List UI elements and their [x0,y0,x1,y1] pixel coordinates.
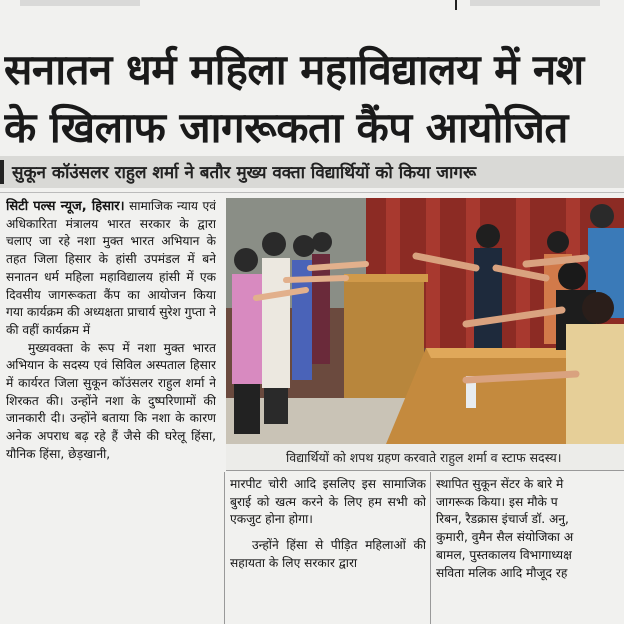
oath-ceremony-photo [226,198,624,444]
divider-rule [0,192,624,193]
subheadline-band [0,156,624,188]
text-line: स्थापित सुकून सेंटर के बारे मे [436,477,564,491]
column-divider [430,472,431,624]
faded-header-text [20,0,140,6]
headline-line-1: सनातन धर्म महिला महाविद्यालय में नश [4,45,584,94]
text-line: कुमारी, वुमैन सैल संयोजिका अ [436,530,574,545]
dateline: सिटी पल्स न्यूज, हिसार। [6,199,125,214]
article-column-3 [436,476,624,624]
text-line: रिबन, रैडक्रास इंचार्ज डॉ. अनु, [436,512,569,527]
page-top-strip [0,0,624,12]
paragraph: सामाजिक न्याय एवं अधिकारिता मंत्रालय भारत सरकार के द्वारा चलाए जा रहे नशा मुक्त भारत अभियान के तहत जिला हिसार के हांसी उपमंडल में बने सनातन धर्म महिला महाविद्यालय हांसी में एक दिवसीय जागरूकता कैंप का आयोजन किया गया कार्यक्रम की अध्यक्षता प्राचार्य सुरेश गुप्ता ने की वहीं कार्यक्रम में [6,199,216,337]
article-column-2 [230,476,426,624]
headline-line-2: के खिलाफ जागरूकता कैंप आयोजित [4,103,568,152]
photo-caption: विद्यार्थियों को शपथ ग्रहण करवाते राहुल शर्मा व स्टाफ सदस्य। [286,450,562,465]
faded-header-text [470,0,600,6]
text-line: बामल, पुस्तकालय विभागाध्यक्ष [436,547,572,562]
event-photo [226,198,624,444]
paragraph: उन्होंने हिंसा से पीड़ित महिलाओं की सहायता के लिए सरकार द्वारा [230,538,426,570]
article-column-1 [6,198,216,618]
subheadline-marker [0,160,4,184]
text-line: जागरूक किया। इस मौके प [436,494,558,509]
text-line: सविता मलिक आदि मौजूद रह [436,565,568,580]
column-divider [455,0,457,10]
paragraph: मुख्यवक्ता के रूप में नशा मुक्त भारत अभियान के सदस्य एवं सिविल अस्पताल हिसार में कार्यरत जिला सुकून कॉउंसलर राहुल शर्मा ने शिरकत की। उन्होंने नशा के दुष्परिणामों की जानकारी दी। उन्होंने बताया कि नशा के कारण अनेक अपराध बढ़ रहे हैं जैसे की घरेलू हिंसा, यौनिक हिंसा, छेड़खानी, [6,340,216,461]
column-divider [224,472,225,624]
photo-caption-band [226,444,624,471]
paragraph: मारपीट चोरी आदि इसलिए इस सामाजिक बुराई को खत्म करने के लिए हम सभी को एकजुट होना होगा। [230,477,426,527]
subheadline: सुकून कॉउंसलर राहुल शर्मा ने बतौर मुख्य वक्ता विद्यार्थियों को किया जागरू [12,163,477,183]
